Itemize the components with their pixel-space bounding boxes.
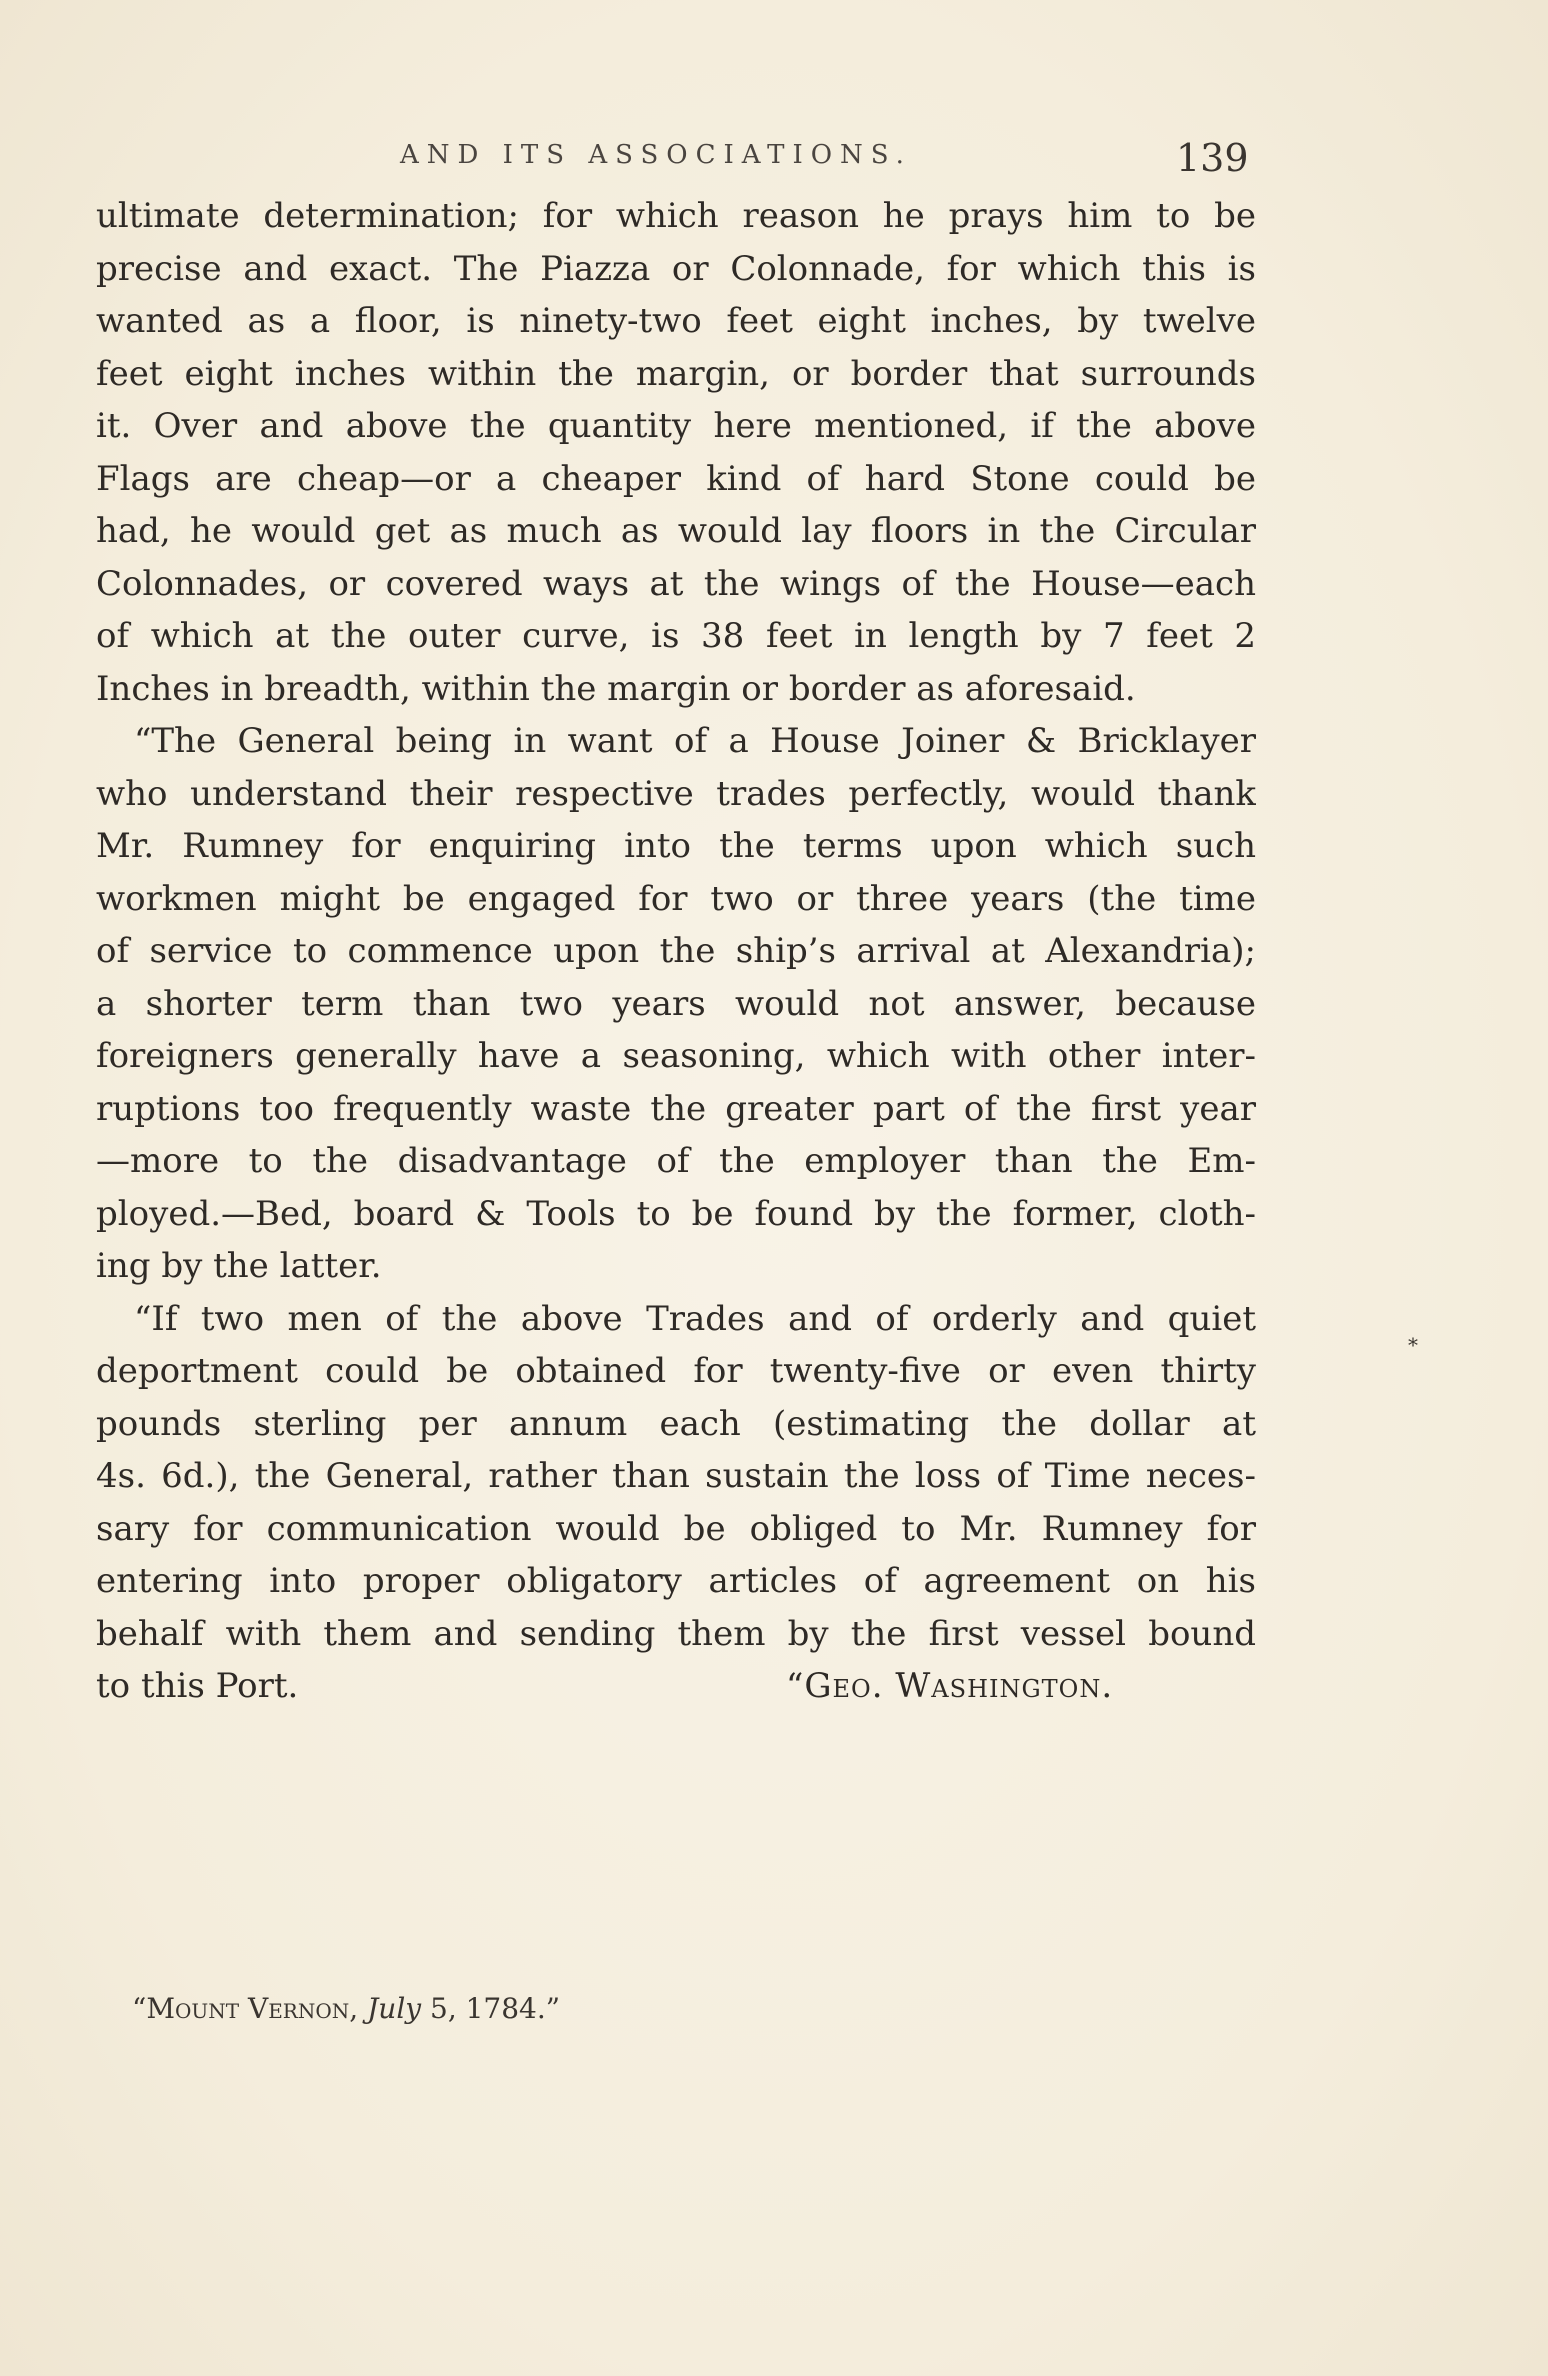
text-line: of service to commence upon the ship’s arrival at Alexandria); [96,931,1256,971]
running-head: AND ITS ASSOCIATIONS. [400,140,912,170]
text-line: “If two men of the above Trades and of orderly and quiet [134,1298,1256,1339]
dateline-rest: 5, 1784.” [430,1992,561,2025]
page-number: 139 [1176,136,1249,180]
text-line: Mr. Rumney for enquiring into the terms upon which such [96,826,1256,866]
text-line: precise and exact. The Piazza or Colonnade, for which this is [96,248,1256,289]
closing-text: to this Port. [96,1666,299,1706]
dateline-month: July [367,1992,422,2025]
text-line: wanted as a floor, is ninety-two feet eight inches, by twelve [96,301,1256,341]
text-line: —more to the disadvantage of the employer than the Em- [96,1141,1256,1181]
body-text [96,190,1256,1713]
margin-mark: * [1408,1333,1418,1357]
text-line: sary for communication would be obliged to Mr. Rumney for [96,1508,1256,1549]
text-line: ployed.—Bed, board & Tools to be found by the former, cloth- [96,1193,1256,1234]
text-line: Flags are cheap—or a cheaper kind of hard Stone could be [96,458,1256,499]
text-line: a shorter term than two years would not answer, because [96,983,1256,1024]
text-line: “The General being in want of a House Joiner & Bricklayer [134,721,1256,761]
text-line: behalf with them and sending them by the first vessel bound [96,1613,1256,1654]
text-line: who understand their respective trades perfectly, would thank [96,773,1256,814]
signature: “Geo. Washington. [786,1666,1114,1706]
text-line: pounds sterling per annum each (estimating the dollar at [96,1403,1256,1444]
text-line: of which at the outer curve, is 38 feet in length by 7 feet 2 [96,616,1256,656]
closing-line [96,1660,1256,1713]
text-line: 4s. 6d.), the General, rather than sustain the loss of Time neces- [96,1456,1256,1496]
text-line: workmen might be engaged for two or three years (the time [96,878,1256,919]
text-line: ultimate determination; for which reason he prays him to be [96,196,1256,236]
text-line: deportment could be obtained for twenty-five or even thirty [96,1351,1256,1391]
text-line: ing by the latter. [96,1246,382,1286]
text-line: foreigners generally have a seasoning, which with other inter- [96,1036,1256,1076]
text-line: ruptions too frequently waste the greater part of the first year [96,1088,1256,1129]
text-line: it. Over and above the quantity here mentioned, if the above [96,406,1256,446]
text-line: feet eight inches within the margin, or border that surrounds [96,353,1256,394]
dateline [132,1992,560,2025]
text-line: had, he would get as much as would lay floors in the Circular [96,511,1256,551]
text-line: Colonnades, or covered ways at the wings of the House—each [96,563,1256,604]
dateline-place: “Mount Vernon, [132,1992,359,2025]
text-line: Inches in breadth, within the margin or border as aforesaid. [96,668,1136,709]
text-line: entering into proper obligatory articles of agreement on his [96,1561,1256,1601]
